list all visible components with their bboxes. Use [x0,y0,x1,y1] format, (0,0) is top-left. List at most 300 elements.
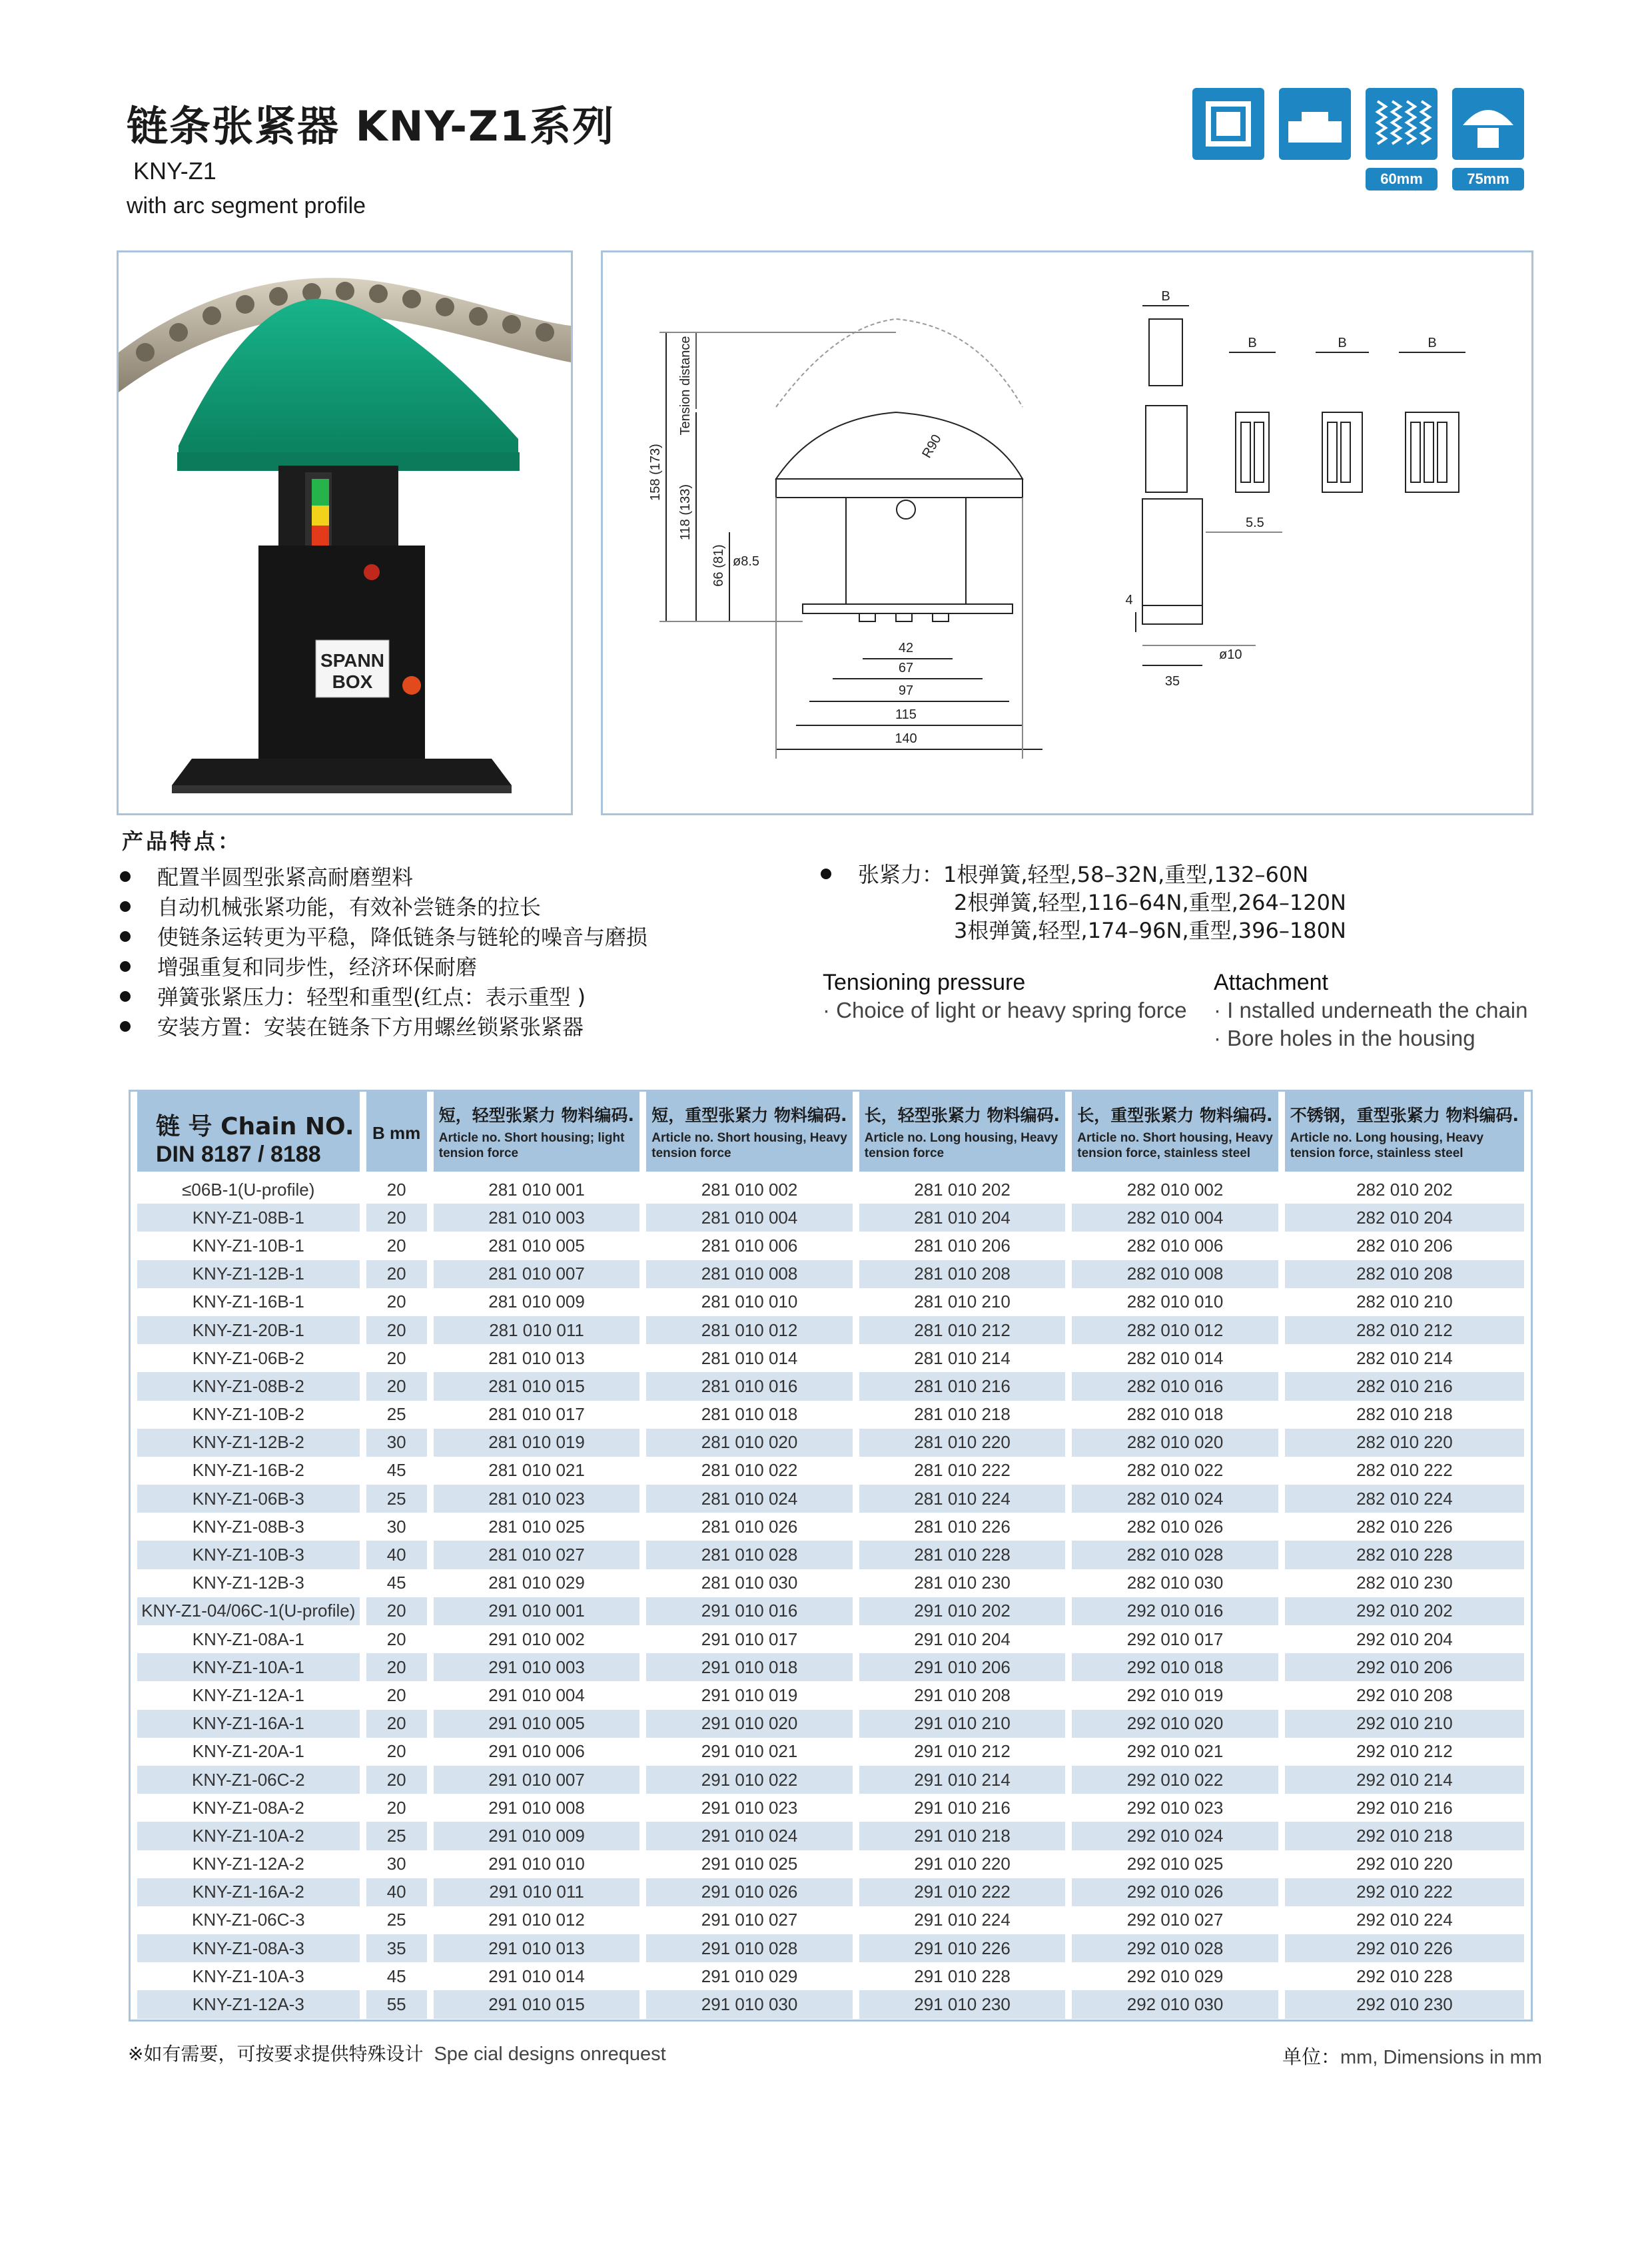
features-heading: 产品特点： [122,829,242,854]
cell-article-no: 281 010 226 [914,1516,1011,1537]
cell-article-no: 281 010 018 [701,1404,798,1425]
photo-label-2: BOX [332,671,373,692]
cell-article-no: 281 010 027 [434,1541,640,1569]
cell-article-no: 282 010 020 [1072,1429,1278,1457]
cell-article-no: 291 010 204 [914,1629,1011,1649]
cell-chain-no: KNY-Z1-12B-3 [192,1573,304,1593]
cell-article-no: 291 010 025 [701,1854,798,1874]
cell-article-no: 291 010 012 [488,1910,585,1930]
cell-article-no: 291 010 029 [701,1966,798,1986]
table-row [137,1653,1524,1681]
cell-article-no: 281 010 002 [701,1179,798,1200]
spring-icon [1366,88,1438,160]
cell-b-mm: 55 [366,1990,427,2018]
cell-article-no: 292 010 023 [1126,1797,1224,1818]
cell-article-no: 291 010 214 [859,1766,1066,1794]
cell-article-no: 292 010 218 [1285,1822,1524,1850]
header-short-heavy: 短，重型张紧力 物料编码. Article no. Short housing, Heavy tension force [646,1092,853,1176]
bullet-icon [120,991,131,1002]
feature-item: 自动机械张紧功能，有效补尝链条的拉长 [120,891,541,921]
cell-article-no: 292 010 025 [1126,1854,1224,1874]
cell-article-no: 291 010 018 [646,1653,853,1681]
cell-chain-no: KNY-Z1-10A-3 [192,1966,304,1986]
cell-b-mm: 30 [386,1854,406,1874]
table-row [137,1457,1524,1485]
cell-b-mm: 20 [386,1797,406,1818]
table-row [137,1401,1524,1429]
cell-article-no: 282 010 012 [1072,1316,1278,1344]
label-w97: 97 [898,683,914,698]
cell-article-no: 291 010 228 [914,1966,1011,1986]
header-b-mm: B mm [366,1092,427,1176]
feature-item: 使链条运转更为平稳，降低链条与链轮的噪音与磨损 [120,921,647,951]
cell-b-mm: 30 [386,1516,406,1537]
product-photo [117,250,573,815]
header-chain-no: 链 号 Chain NO. DIN 8187 / 8188 [137,1092,360,1176]
photo-label-1: SPANN [320,650,384,671]
cell-article-no: 282 010 226 [1356,1516,1453,1537]
cell-article-no: 291 010 230 [859,1990,1066,2018]
cell-article-no: 292 010 204 [1356,1629,1453,1649]
cell-article-no: 281 010 019 [434,1429,640,1457]
table-row [137,1625,1524,1653]
cell-article-no: 281 010 224 [859,1485,1066,1513]
cell-chain-no: KNY-Z1-06C-2 [137,1766,360,1794]
cell-article-no: 292 010 212 [1356,1741,1453,1762]
cell-article-no: 281 010 011 [434,1316,640,1344]
cell-article-no: 292 010 226 [1285,1934,1524,1962]
label-h66: 66 (81) [711,544,726,587]
cell-article-no: 291 010 028 [646,1934,853,1962]
cell-article-no: 291 010 016 [646,1597,853,1625]
label-b-3: B [1428,336,1437,350]
table-row [137,1288,1524,1316]
cell-chain-no: KNY-Z1-06C-3 [191,1910,305,1930]
cell-b-mm: 20 [386,1684,406,1705]
cell-article-no: 292 010 018 [1072,1653,1278,1681]
cell-article-no: 292 010 029 [1126,1966,1224,1986]
bullet-icon [120,961,131,972]
label-d4: 4 [1125,593,1133,607]
cell-article-no: 282 010 016 [1072,1372,1278,1400]
cell-b-mm: 40 [366,1541,427,1569]
cell-article-no: 291 010 008 [488,1797,585,1818]
cell-article-no: 282 010 212 [1285,1316,1524,1344]
cell-article-no: 292 010 220 [1356,1854,1453,1874]
model-name: KNY-Z1 [133,157,216,185]
tensioning-pressure-heading: Tensioning pressure [823,970,1026,995]
cell-article-no: 291 010 026 [646,1878,853,1906]
cell-chain-no: KNY-Z1-10A-1 [137,1653,360,1681]
attachment-item: · I nstalled underneath the chain [1214,998,1528,1022]
cell-article-no: 292 010 210 [1285,1710,1524,1738]
cell-article-no: 291 010 023 [701,1797,798,1818]
cell-article-no: 291 010 019 [701,1684,798,1705]
label-d10: ø10 [1219,647,1242,662]
label-b-2: B [1338,336,1347,350]
cell-b-mm: 20 [386,1235,406,1256]
cell-article-no: 282 010 228 [1285,1541,1524,1569]
cell-article-no: 291 010 218 [859,1822,1066,1850]
cell-article-no: 281 010 005 [488,1235,585,1256]
cell-b-mm: 25 [366,1822,427,1850]
cell-b-mm: 45 [386,1460,406,1481]
cell-chain-no: ≤06B-1(U-profile) [182,1179,315,1200]
cell-article-no: 292 010 230 [1285,1990,1524,2018]
cell-chain-no: KNY-Z1-12A-3 [137,1990,360,2018]
header-long-light: 长，轻型张紧力 物料编码. Article no. Long housing, Heavy tension force [859,1092,1066,1176]
cell-b-mm: 20 [386,1347,406,1368]
table-body [137,1176,1524,2019]
cell-chain-no: KNY-Z1-06B-2 [192,1347,304,1368]
cell-b-mm: 20 [386,1179,406,1200]
cell-article-no: 281 010 017 [488,1404,585,1425]
cell-b-mm: 30 [366,1429,427,1457]
table-row [137,1738,1524,1766]
cell-article-no: 282 010 224 [1285,1485,1524,1513]
cell-article-no: 291 010 022 [646,1766,853,1794]
cell-article-no: 281 010 202 [914,1179,1011,1200]
cell-article-no: 282 010 218 [1356,1404,1453,1425]
page-title: 链条张紧器 KNY-Z1系列 [127,102,616,151]
cell-article-no: 291 010 030 [646,1990,853,2018]
cell-article-no: 291 010 003 [434,1653,640,1681]
cell-article-no: 282 010 028 [1072,1541,1278,1569]
cell-article-no: 291 010 206 [859,1653,1066,1681]
cell-article-no: 281 010 030 [701,1573,798,1593]
cell-b-mm: 25 [386,1910,406,1930]
cell-article-no: 282 010 210 [1356,1292,1453,1312]
table-row [137,1990,1524,2018]
cell-article-no: 292 010 030 [1072,1990,1278,2018]
cell-article-no: 292 010 026 [1072,1878,1278,1906]
square-housing-icon [1192,88,1264,160]
cell-article-no: 282 010 024 [1072,1485,1278,1513]
cell-article-no: 292 010 228 [1356,1966,1453,1986]
cell-article-no: 292 010 202 [1285,1597,1524,1625]
cell-article-no: 291 010 004 [488,1684,585,1705]
table-row [137,1681,1524,1709]
cell-article-no: 292 010 022 [1072,1766,1278,1794]
table-row [137,1822,1524,1850]
table-row [137,1934,1524,1962]
cell-article-no: 292 010 206 [1285,1653,1524,1681]
cell-b-mm: 20 [366,1372,427,1400]
cell-article-no: 282 010 006 [1126,1235,1224,1256]
profile-description: with arc segment profile [127,193,366,218]
table-row [137,1513,1524,1541]
cell-b-mm: 20 [366,1204,427,1232]
cell-chain-no: KNY-Z1-08B-3 [192,1516,304,1537]
bullet-icon [120,871,131,882]
cell-chain-no: KNY-Z1-16A-2 [137,1878,360,1906]
cell-article-no: 292 010 028 [1072,1934,1278,1962]
cell-article-no: 282 010 018 [1126,1404,1224,1425]
cell-article-no: 292 010 016 [1072,1597,1278,1625]
cell-chain-no: KNY-Z1-08B-1 [137,1204,360,1232]
bullet-icon [120,1021,131,1032]
cell-article-no: 281 010 204 [859,1204,1066,1232]
cell-article-no: 281 010 003 [434,1204,640,1232]
cell-article-no: 291 010 006 [488,1741,585,1762]
table-row [137,1597,1524,1625]
cell-article-no: 281 010 010 [701,1292,798,1312]
cell-article-no: 281 010 218 [914,1404,1011,1425]
technical-drawing [601,250,1533,815]
cell-chain-no: KNY-Z1-04/06C-1(U-profile) [137,1597,360,1625]
cell-article-no: 291 010 224 [914,1910,1011,1930]
cell-article-no: 281 010 022 [701,1460,798,1481]
cell-chain-no: KNY-Z1-12B-2 [137,1429,360,1457]
cell-article-no: 282 010 014 [1126,1347,1224,1368]
cell-chain-no: KNY-Z1-08A-3 [137,1934,360,1962]
cell-article-no: 291 010 021 [701,1741,798,1762]
cell-article-no: 291 010 212 [914,1741,1011,1762]
table-row [137,1794,1524,1822]
cell-article-no: 291 010 024 [646,1822,853,1850]
feature-item: 配置半圆型张紧高耐磨塑料 [120,861,413,891]
badge-75mm: 75mm [1452,168,1524,190]
cell-b-mm: 20 [386,1292,406,1312]
cell-b-mm: 20 [386,1629,406,1649]
cell-article-no: 281 010 016 [646,1372,853,1400]
cell-article-no: 281 010 023 [434,1485,640,1513]
table-row [137,1232,1524,1260]
cell-chain-no: KNY-Z1-20A-1 [192,1741,304,1762]
badge-60mm: 60mm [1366,168,1438,190]
tension-force-spec: 张紧力：1根弹簧,轻型,58–32N,重型,132–60N 2根弹簧,轻型,116–64N,重型,264–120N 3根弹簧,轻型,174–96N,重型,396–180N [821,861,1346,944]
table-row [137,1429,1524,1457]
bullet-icon [120,901,131,912]
cell-article-no: 281 010 021 [488,1460,585,1481]
cell-article-no: 281 010 015 [434,1372,640,1400]
footnote: ※如有需要，可按要求提供特殊设计 Spe cial designs onrequest [128,2043,666,2065]
cell-article-no: 291 010 202 [859,1597,1066,1625]
feature-item: 安装方置：安装在链条下方用螺丝锁紧张紧器 [120,1010,584,1041]
cell-article-no: 282 010 026 [1126,1516,1224,1537]
cell-chain-no: KNY-Z1-08A-1 [192,1629,304,1649]
bullet-icon [120,931,131,942]
cell-article-no: 281 010 228 [859,1541,1066,1569]
cell-b-mm: 25 [366,1485,427,1513]
cell-article-no: 291 010 027 [701,1910,798,1930]
cell-article-no: 282 010 204 [1285,1204,1524,1232]
cell-b-mm: 20 [366,1653,427,1681]
cell-article-no: 281 010 007 [434,1260,640,1288]
cell-article-no: 281 010 029 [488,1573,585,1593]
tensioner-illustration [119,252,571,813]
cell-article-no: 282 010 230 [1356,1573,1453,1593]
cell-article-no: 291 010 014 [488,1966,585,1986]
table-row [137,1541,1524,1569]
units-note: 单位：mm, Dimensions in mm [1282,2046,1542,2068]
cell-b-mm: 20 [366,1260,427,1288]
cell-b-mm: 20 [366,1316,427,1344]
cell-article-no: 292 010 224 [1356,1910,1453,1930]
cell-b-mm: 20 [386,1741,406,1762]
feature-item: 增强重复和同步性，经济环保耐磨 [120,950,477,981]
cell-article-no: 292 010 222 [1285,1878,1524,1906]
table-row [137,1176,1524,1204]
cell-article-no: 291 010 011 [434,1878,640,1906]
cell-article-no: 281 010 009 [488,1292,585,1312]
cell-article-no: 291 010 017 [701,1629,798,1649]
arc-profile-icon [1452,88,1524,160]
cell-article-no: 291 010 013 [434,1934,640,1962]
cell-article-no: 282 010 030 [1126,1573,1224,1593]
cell-chain-no: KNY-Z1-16B-1 [192,1292,304,1312]
table-row [137,1569,1524,1597]
cell-article-no: 281 010 210 [914,1292,1011,1312]
cell-article-no: 282 010 222 [1356,1460,1453,1481]
cell-b-mm: 45 [386,1573,406,1593]
cell-article-no: 282 010 208 [1285,1260,1524,1288]
cell-b-mm: 20 [366,1597,427,1625]
table-row [137,1372,1524,1400]
cell-article-no: 281 010 212 [859,1316,1066,1344]
cell-article-no: 281 010 006 [701,1235,798,1256]
cell-article-no: 291 010 226 [859,1934,1066,1962]
cell-chain-no: KNY-Z1-10A-2 [137,1822,360,1850]
cell-article-no: 292 010 208 [1356,1684,1453,1705]
label-b-side: B [1161,289,1170,304]
label-tension-distance: Tension distance [678,336,693,436]
base-block-icon [1279,88,1351,160]
cell-chain-no: KNY-Z1-10B-3 [137,1541,360,1569]
table-row [137,1962,1524,1990]
cell-article-no: 291 010 208 [914,1684,1011,1705]
cell-article-no: 291 010 002 [488,1629,585,1649]
bullet-icon [821,869,831,879]
cell-article-no: 292 010 216 [1356,1797,1453,1818]
label-bore: ø8.5 [733,554,760,569]
cell-article-no: 281 010 025 [488,1516,585,1537]
cell-article-no: 281 010 028 [646,1541,853,1569]
cell-article-no: 282 010 010 [1126,1292,1224,1312]
table-row [137,1878,1524,1906]
cell-b-mm: 40 [366,1878,427,1906]
cell-article-no: 281 010 008 [646,1260,853,1288]
cell-b-mm: 35 [366,1934,427,1962]
cell-chain-no: KNY-Z1-16A-1 [137,1710,360,1738]
table-row [137,1344,1524,1372]
header-short-light: 短，轻型张紧力 物料编码. Article no. Short housing; light tension force [434,1092,640,1176]
header-stainless: 不锈钢，重型张紧力 物料编码. Article no. Long housing, Heavy tension force, stainless steel [1285,1092,1524,1176]
header-long-heavy: 长，重型张紧力 物料编码. Article no. Short housing, Heavy tension force, stainless steel [1072,1092,1278,1176]
cell-article-no: 292 010 214 [1285,1766,1524,1794]
table-row [137,1710,1524,1738]
cell-article-no: 281 010 014 [701,1347,798,1368]
cell-article-no: 282 010 202 [1356,1179,1453,1200]
cell-article-no: 281 010 208 [859,1260,1066,1288]
table-row [137,1204,1524,1232]
cell-article-no: 281 010 220 [859,1429,1066,1457]
cell-b-mm: 25 [386,1404,406,1425]
cell-article-no: 282 010 022 [1126,1460,1224,1481]
cell-article-no: 292 010 017 [1126,1629,1224,1649]
cell-chain-no: KNY-Z1-08A-2 [192,1797,304,1818]
cell-article-no: 291 010 010 [488,1854,585,1874]
label-h158: 158 (173) [648,444,663,501]
cell-article-no: 281 010 026 [701,1516,798,1537]
cell-article-no: 291 010 020 [646,1710,853,1738]
cell-article-no: 291 010 005 [434,1710,640,1738]
cell-article-no: 281 010 001 [488,1179,585,1200]
cell-article-no: 291 010 216 [914,1797,1011,1818]
cell-b-mm: 20 [366,1766,427,1794]
cell-article-no: 291 010 009 [434,1822,640,1850]
label-d5-5: 5.5 [1246,516,1264,530]
cell-article-no: 292 010 024 [1072,1822,1278,1850]
cell-article-no: 282 010 004 [1072,1204,1278,1232]
cell-article-no: 281 010 024 [646,1485,853,1513]
label-r90: R90 [919,432,945,461]
cell-article-no: 282 010 008 [1072,1260,1278,1288]
label-w140: 140 [895,731,917,746]
table-row [137,1316,1524,1344]
cell-chain-no: KNY-Z1-12A-2 [192,1854,304,1874]
cell-article-no: 282 010 002 [1126,1179,1224,1200]
cell-chain-no: KNY-Z1-12A-1 [192,1684,304,1705]
label-b-1: B [1248,336,1257,350]
article-table [129,1090,1533,2022]
cell-article-no: 281 010 206 [914,1235,1011,1256]
label-d35: 35 [1164,674,1180,689]
cell-article-no: 281 010 222 [914,1460,1011,1481]
cell-article-no: 291 010 210 [859,1710,1066,1738]
cell-article-no: 281 010 013 [488,1347,585,1368]
table-row [137,1260,1524,1288]
cell-b-mm: 20 [366,1710,427,1738]
table-row [137,1850,1524,1878]
label-w115: 115 [895,707,917,722]
cell-chain-no: KNY-Z1-16B-2 [192,1460,304,1481]
label-w67: 67 [898,661,914,675]
table-row [137,1485,1524,1513]
tensioning-pressure-item: · Choice of light or heavy spring force [823,998,1187,1022]
attachment-item: · Bore holes in the housing [1214,1026,1475,1050]
cell-article-no: 282 010 214 [1356,1347,1453,1368]
cell-article-no: 292 010 027 [1126,1910,1224,1930]
cell-b-mm: 45 [386,1966,406,1986]
cell-article-no: 282 010 220 [1285,1429,1524,1457]
cell-article-no: 291 010 015 [434,1990,640,2018]
label-h118: 118 (133) [678,484,693,541]
cell-article-no: 291 010 007 [434,1766,640,1794]
cell-article-no: 281 010 230 [914,1573,1011,1593]
attachment-heading: Attachment [1214,970,1328,995]
cell-article-no: 281 010 012 [646,1316,853,1344]
feature-item: 弹簧张紧压力：轻型和重型(红点：表示重型 ) [120,980,586,1011]
cell-article-no: 292 010 020 [1072,1710,1278,1738]
cell-chain-no: KNY-Z1-08B-2 [137,1372,360,1400]
cell-article-no: 292 010 021 [1126,1741,1224,1762]
table-row [137,1906,1524,1934]
cell-chain-no: KNY-Z1-10B-2 [192,1404,304,1425]
cell-chain-no: KNY-Z1-06B-3 [137,1485,360,1513]
cell-article-no: 282 010 206 [1356,1235,1453,1256]
cell-article-no: 292 010 019 [1126,1684,1224,1705]
cell-article-no: 281 010 020 [646,1429,853,1457]
table-row [137,1766,1524,1794]
cell-chain-no: KNY-Z1-20B-1 [137,1316,360,1344]
label-w42: 42 [898,641,914,655]
cell-article-no: 291 010 001 [434,1597,640,1625]
cell-article-no: 282 010 216 [1285,1372,1524,1400]
cell-article-no: 291 010 220 [914,1854,1011,1874]
cell-chain-no: KNY-Z1-10B-1 [192,1235,304,1256]
cell-article-no: 281 010 004 [646,1204,853,1232]
